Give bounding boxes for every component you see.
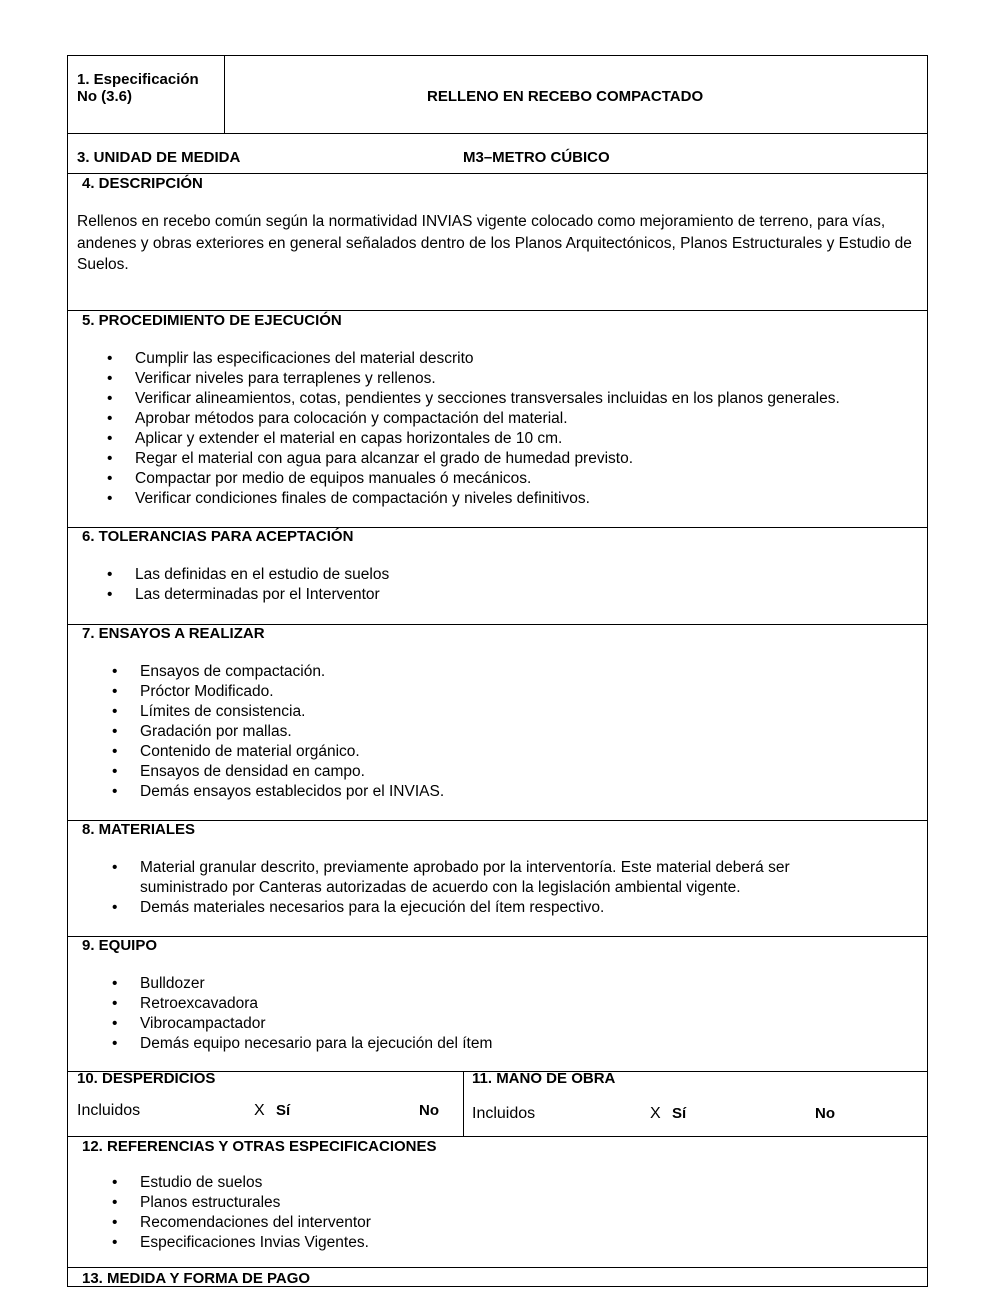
labor-included-label: Incluidos: [472, 1105, 536, 1122]
row-divider: [68, 173, 927, 174]
references-list: [140, 1173, 371, 1253]
tests-list: [140, 662, 444, 802]
list-item: • Ensayos de densidad en campo.: [140, 762, 444, 782]
list-item: • Recomendaciones del interventor: [140, 1213, 371, 1233]
list-item: • Verificar alineamientos, cotas, pendientes y secciones transversales incluidas en los planos generales.: [135, 389, 840, 409]
waste-no-option: No: [419, 1102, 439, 1119]
equipment-list: [140, 974, 492, 1054]
column-divider: [463, 1071, 464, 1136]
payment-heading: 13. MEDIDA Y FORMA DE PAGO: [82, 1270, 311, 1287]
row-divider: [68, 310, 927, 311]
list-item: • Vibrocampactador: [140, 1014, 492, 1034]
waste-mark: X: [254, 1102, 265, 1119]
procedure-list: [135, 349, 840, 509]
list-item: • Cumplir las especificaciones del material descrito: [135, 349, 840, 369]
spec-title: RELLENO EN RECEBO COMPACTADO: [427, 88, 704, 105]
list-item: • Retroexcavadora: [140, 994, 492, 1014]
list-item: • Demás ensayos establecidos por el INVIAS.: [140, 782, 444, 802]
row-divider: [68, 820, 927, 821]
list-item: • Estudio de suelos: [140, 1173, 371, 1193]
labor-yes-option: Sí: [672, 1105, 687, 1122]
row-divider: [68, 1136, 927, 1137]
list-item: • Demás materiales necesarios para la ejecución del ítem respectivo.: [140, 898, 870, 918]
labor-no-option: No: [815, 1105, 835, 1122]
list-item: • Bulldozer: [140, 974, 492, 994]
list-item: • Verificar condiciones finales de compactación y niveles definitivos.: [135, 489, 840, 509]
spec-number-line2: No (3.6): [77, 88, 133, 105]
unit-value: M3–METRO CÚBICO: [463, 149, 610, 166]
row-divider: [68, 1267, 927, 1268]
list-item: • Compactar por medio de equipos manuales ó mecánicos.: [135, 469, 840, 489]
row-divider: [68, 133, 927, 134]
list-item: • Regar el material con agua para alcanzar el grado de humedad previsto.: [135, 449, 840, 469]
list-item: • Planos estructurales: [140, 1193, 371, 1213]
tolerances-list: [135, 565, 389, 605]
procedure-heading: 5. PROCEDIMIENTO DE EJECUCIÓN: [82, 312, 342, 329]
list-item: • Gradación por mallas.: [140, 722, 444, 742]
tests-heading: 7. ENSAYOS A REALIZAR: [82, 625, 265, 642]
waste-heading: 10. DESPERDICIOS: [77, 1070, 216, 1087]
list-item: • Demás equipo necesario para la ejecución del ítem: [140, 1034, 492, 1054]
list-item: • Verificar niveles para terraplenes y rellenos.: [135, 369, 840, 389]
references-heading: 12. REFERENCIAS Y OTRAS ESPECIFICACIONES: [82, 1138, 437, 1155]
materials-list: [140, 858, 870, 918]
list-item: • Aplicar y extender el material en capas horizontales de 10 cm.: [135, 429, 840, 449]
list-item: • Contenido de material orgánico.: [140, 742, 444, 762]
labor-heading: 11. MANO DE OBRA: [472, 1070, 616, 1087]
row-divider: [68, 936, 927, 937]
list-item: • Las definidas en el estudio de suelos: [135, 565, 389, 585]
list-item: • Especificaciones Invias Vigentes.: [140, 1233, 371, 1253]
list-item: • Aprobar métodos para colocación y compactación del material.: [135, 409, 840, 429]
equipment-heading: 9. EQUIPO: [82, 937, 158, 954]
list-item: • Las determinadas por el Interventor: [135, 585, 389, 605]
materials-heading: 8. MATERIALES: [82, 821, 196, 838]
list-item: • Ensayos de compactación.: [140, 662, 444, 682]
description-heading: 4. DESCRIPCIÓN: [82, 175, 203, 192]
list-item: • Límites de consistencia.: [140, 702, 444, 722]
tolerances-heading: 6. TOLERANCIAS PARA ACEPTACIÓN: [82, 528, 354, 545]
column-divider: [224, 56, 225, 133]
spec-number-line1: 1. Especificación: [77, 71, 199, 88]
list-item: • Próctor Modificado.: [140, 682, 444, 702]
unit-label: 3. UNIDAD DE MEDIDA: [77, 149, 241, 166]
labor-mark: X: [650, 1105, 661, 1122]
waste-yes-option: Sí: [276, 1102, 291, 1119]
waste-included-label: Incluidos: [77, 1102, 141, 1119]
description-text: Rellenos en recebo común según la normatividad INVIAS vigente colocado como mejoramiento de terreno, para vías, andenes y obras exteriores en general señalados dentro de los Planos Arquitectónicos, Planos Estructurales y Estudio de Suelos.: [77, 213, 912, 273]
list-item: • Material granular descrito, previamente aprobado por la interventoría. Este material deberá ser suministrado por Canteras autorizadas de acuerdo con la legislación ambiental vigente.: [140, 858, 870, 898]
